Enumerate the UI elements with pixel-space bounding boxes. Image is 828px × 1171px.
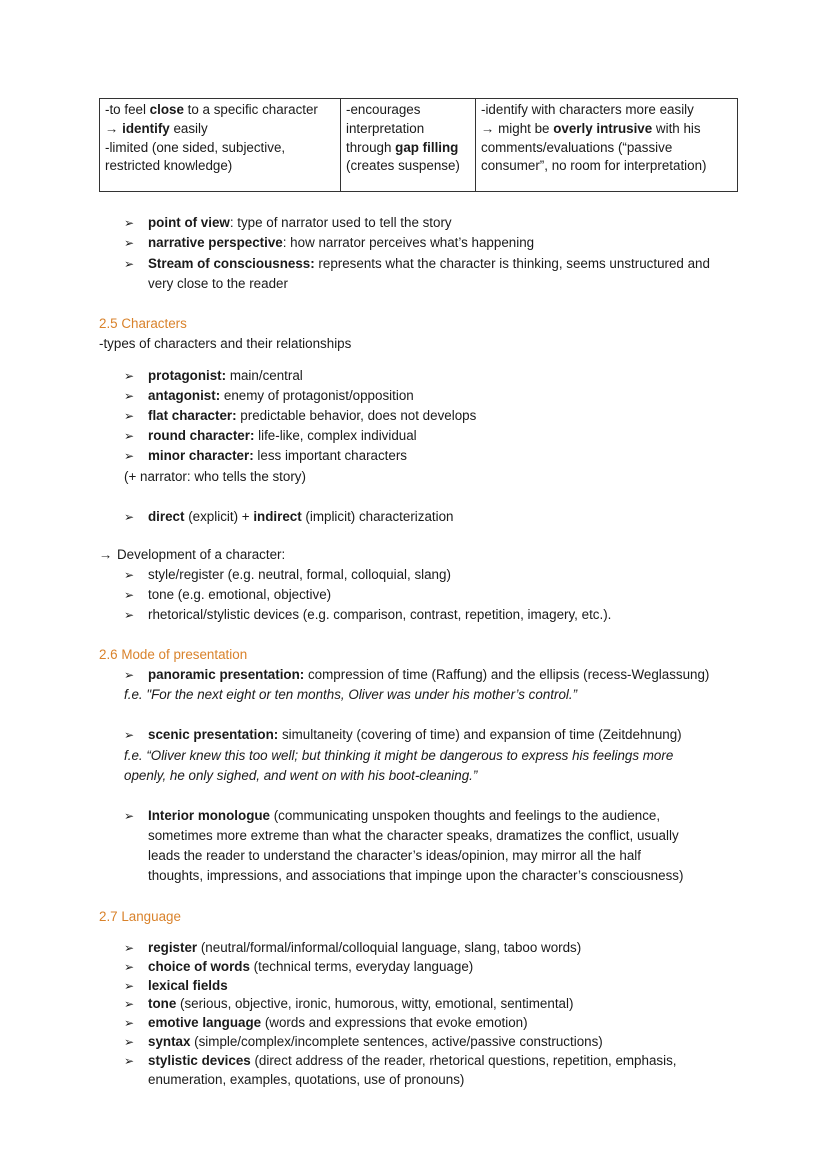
text-segment: emotive language (148, 1015, 262, 1030)
line-text (148, 507, 454, 527)
line-text (148, 585, 331, 605)
text-segment: style/register (e.g. neutral, formal, colloquial, slang) (148, 567, 451, 582)
line-text (148, 213, 452, 233)
text-segment: choice of words (148, 959, 250, 974)
text-segment: : type of narrator used to tell the story (229, 215, 452, 230)
line-text (148, 406, 476, 426)
bullet-arrow-icon: ➢ (124, 510, 135, 524)
table-cell-line (481, 157, 732, 176)
text-segment: predictable behavior, does not develops (236, 408, 477, 423)
line-text (148, 426, 417, 446)
text-segment: (+ narrator: who tells the story) (124, 469, 306, 484)
table-cell-line (105, 101, 335, 120)
text-segment: direct (148, 509, 185, 524)
right-arrow-icon: → (99, 547, 113, 562)
bullet-arrow-icon: ➢ (124, 941, 135, 955)
text-segment: interpretation (346, 120, 425, 136)
text-segment: → might be (481, 120, 554, 136)
bullet-arrow-icon: ➢ (124, 389, 135, 403)
text-segment: through (346, 139, 396, 155)
line-text (148, 826, 679, 846)
bullet-arrow-icon: ➢ (124, 1016, 135, 1030)
text-segment: -types of characters and their relationships (99, 336, 352, 351)
text-segment: scenic presentation: (148, 727, 279, 742)
bullet-arrow-icon: ➢ (124, 960, 135, 974)
table-cell-gap-filling (341, 99, 476, 192)
line-text (148, 605, 611, 625)
table-cell-line (105, 139, 335, 158)
text-segment: (direct address of the reader, rhetorical questions, repetition, emphasis, (250, 1053, 677, 1068)
table-cell-line (346, 101, 470, 120)
heading-text (99, 314, 187, 334)
text-segment: f.e. "For the next eight or ten months, Oliver was under his mother’s control.” (124, 687, 578, 702)
text-segment: enumeration, examples, quotations, use of pronouns) (148, 1072, 465, 1087)
text-segment: -to feel (105, 102, 150, 117)
line-text (148, 1013, 528, 1033)
text-segment: to a specific character (183, 102, 318, 117)
line-text (148, 665, 709, 685)
bullet-arrow-icon: ➢ (124, 409, 135, 423)
line-text (124, 685, 577, 705)
bullet-arrow-icon: ➢ (124, 236, 135, 250)
bullet-arrow-icon: ➢ (124, 429, 135, 443)
line-text (148, 565, 451, 585)
text-segment: thoughts, impressions, and associations that impinge upon the character’s consciousness) (148, 868, 684, 883)
line-text (124, 467, 306, 487)
text-segment: (neutral/formal/informal/colloquial language, slang, taboo words) (197, 940, 582, 955)
text-segment: → (105, 120, 123, 136)
heading-text (99, 645, 247, 665)
text-segment: flat character: (148, 408, 237, 423)
bullet-arrow-icon: ➢ (124, 809, 135, 823)
text-segment: (communicating unspoken thoughts and feelings to the audience, (270, 808, 661, 823)
text-segment: Stream of consciousness: (148, 256, 315, 271)
text-segment: very close to the reader (148, 276, 288, 291)
text-segment: Interior monologue (148, 808, 270, 823)
line-text (148, 846, 641, 866)
bullet-arrow-icon: ➢ (124, 449, 135, 463)
text-segment: represents what the character is thinking, seems unstructured and (314, 256, 710, 271)
text-segment: close (149, 102, 184, 117)
line-text (148, 233, 534, 253)
heading-text (99, 907, 181, 927)
line-text (148, 866, 683, 886)
text-segment: sometimes more extreme than what the character speaks, dramatizes the conflict, usually (148, 828, 679, 843)
text-segment: -encourages (346, 102, 421, 117)
text-segment: -limited (one sided, subjective, (105, 139, 286, 155)
text-segment: -identify with characters more easily (481, 102, 694, 117)
bullet-arrow-icon: ➢ (124, 608, 135, 622)
text-segment: stylistic devices (148, 1053, 251, 1068)
line-text (148, 1051, 676, 1071)
text-segment: with his (652, 120, 701, 136)
text-segment: tone (e.g. emotional, objective) (148, 587, 332, 602)
text-segment: panoramic presentation: (148, 667, 305, 682)
bullet-arrow-icon: ➢ (124, 369, 135, 383)
line-text (99, 334, 351, 354)
bullet-arrow-icon: ➢ (124, 1035, 135, 1049)
table-row (100, 99, 738, 192)
text-segment: life-like, complex individual (254, 428, 417, 443)
bullet-arrow-icon: ➢ (124, 979, 135, 993)
table-cell-limited-narrator (100, 99, 341, 192)
text-segment: simultaneity (covering of time) and expansion of time (Zeitdehnung) (278, 727, 682, 742)
bullet-arrow-icon: ➢ (124, 568, 135, 582)
table-cell-line (105, 157, 335, 176)
table-cell-line (481, 120, 732, 139)
text-segment: main/central (226, 368, 303, 383)
text-segment: easily (169, 120, 208, 136)
text-segment: less important characters (253, 448, 407, 463)
text-segment: (simple/complex/incomplete sentences, active/passive constructions) (190, 1034, 603, 1049)
bullet-arrow-icon: ➢ (124, 728, 135, 742)
line-text (148, 366, 303, 386)
text-segment: round character: (148, 428, 255, 443)
text-segment: syntax (148, 1034, 191, 1049)
table-cell-line (481, 139, 732, 158)
line-text (148, 938, 581, 958)
line-text (148, 1032, 603, 1052)
text-segment: protagonist: (148, 368, 227, 383)
text-segment: rhetorical/stylistic devices (e.g. comparison, contrast, repetition, imagery, etc.). (148, 607, 612, 622)
line-text (124, 746, 673, 766)
text-segment: enemy of protagonist/opposition (220, 388, 414, 403)
text-segment: identify (122, 120, 170, 136)
text-segment: 2.7 Language (99, 909, 181, 924)
line-text (148, 994, 573, 1014)
line-text (148, 976, 228, 996)
text-segment: (serious, objective, ironic, humorous, witty, emotional, sentimental) (176, 996, 574, 1011)
line-text (148, 806, 660, 826)
text-segment: point of view (148, 215, 230, 230)
table-cell-line (346, 139, 470, 158)
line-text (124, 766, 477, 786)
table-cell-line (481, 101, 732, 120)
text-segment: restricted knowledge) (105, 158, 233, 174)
text-segment: 2.6 Mode of presentation (99, 647, 248, 662)
line-text (148, 386, 414, 406)
bullet-arrow-icon: ➢ (124, 997, 135, 1011)
line-text (148, 254, 710, 274)
text-segment: (words and expressions that evoke emotion) (261, 1015, 528, 1030)
text-segment: minor character: (148, 448, 254, 463)
text-segment: register (148, 940, 198, 955)
bullet-arrow-icon: ➢ (124, 257, 135, 271)
bullet-arrow-icon: ➢ (124, 1054, 135, 1068)
line-text (148, 725, 682, 745)
text-segment: antagonist: (148, 388, 221, 403)
text-segment: (creates suspense) (346, 158, 460, 174)
line-text (117, 545, 285, 565)
text-segment: consumer”, no room for interpretation) (481, 158, 707, 174)
text-segment: 2.5 Characters (99, 316, 187, 331)
text-segment: Development of a character: (117, 547, 286, 562)
line-text (148, 274, 288, 294)
line-text (148, 1070, 464, 1090)
text-segment: overly intrusive (553, 120, 653, 136)
text-segment: (technical terms, everyday language) (249, 959, 474, 974)
line-text (148, 446, 407, 466)
line-text (148, 957, 473, 977)
text-segment: leads the reader to understand the character’s ideas/opinion, may mirror all the half (148, 848, 642, 863)
text-segment: compression of time (Raffung) and the ellipsis (recess-Weglassung) (304, 667, 710, 682)
text-segment: indirect (253, 509, 302, 524)
text-segment: openly, he only sighed, and went on with his boot-cleaning.” (124, 768, 478, 783)
table-cell-line (346, 120, 470, 139)
text-segment: (explicit) + (184, 509, 254, 524)
bullet-arrow-icon: ➢ (124, 588, 135, 602)
bullet-arrow-icon: ➢ (124, 668, 135, 682)
text-segment: comments/evaluations (“passive (481, 139, 673, 155)
bullet-arrow-icon: ➢ (124, 216, 135, 230)
table-cell-line (105, 120, 335, 139)
text-segment: : how narrator perceives what’s happening (282, 235, 535, 250)
narrator-comparison-table (99, 98, 738, 192)
text-segment: gap filling (395, 139, 459, 155)
table-cell-intrusive-narrator (476, 99, 738, 192)
text-segment: f.e. “Oliver knew this too well; but thinking it might be dangerous to express his feelings more (124, 748, 674, 763)
table-cell-line (346, 157, 470, 176)
text-segment: (implicit) characterization (301, 509, 454, 524)
text-segment: lexical fields (148, 978, 228, 993)
text-segment: tone (148, 996, 177, 1011)
text-segment: narrative perspective (148, 235, 283, 250)
